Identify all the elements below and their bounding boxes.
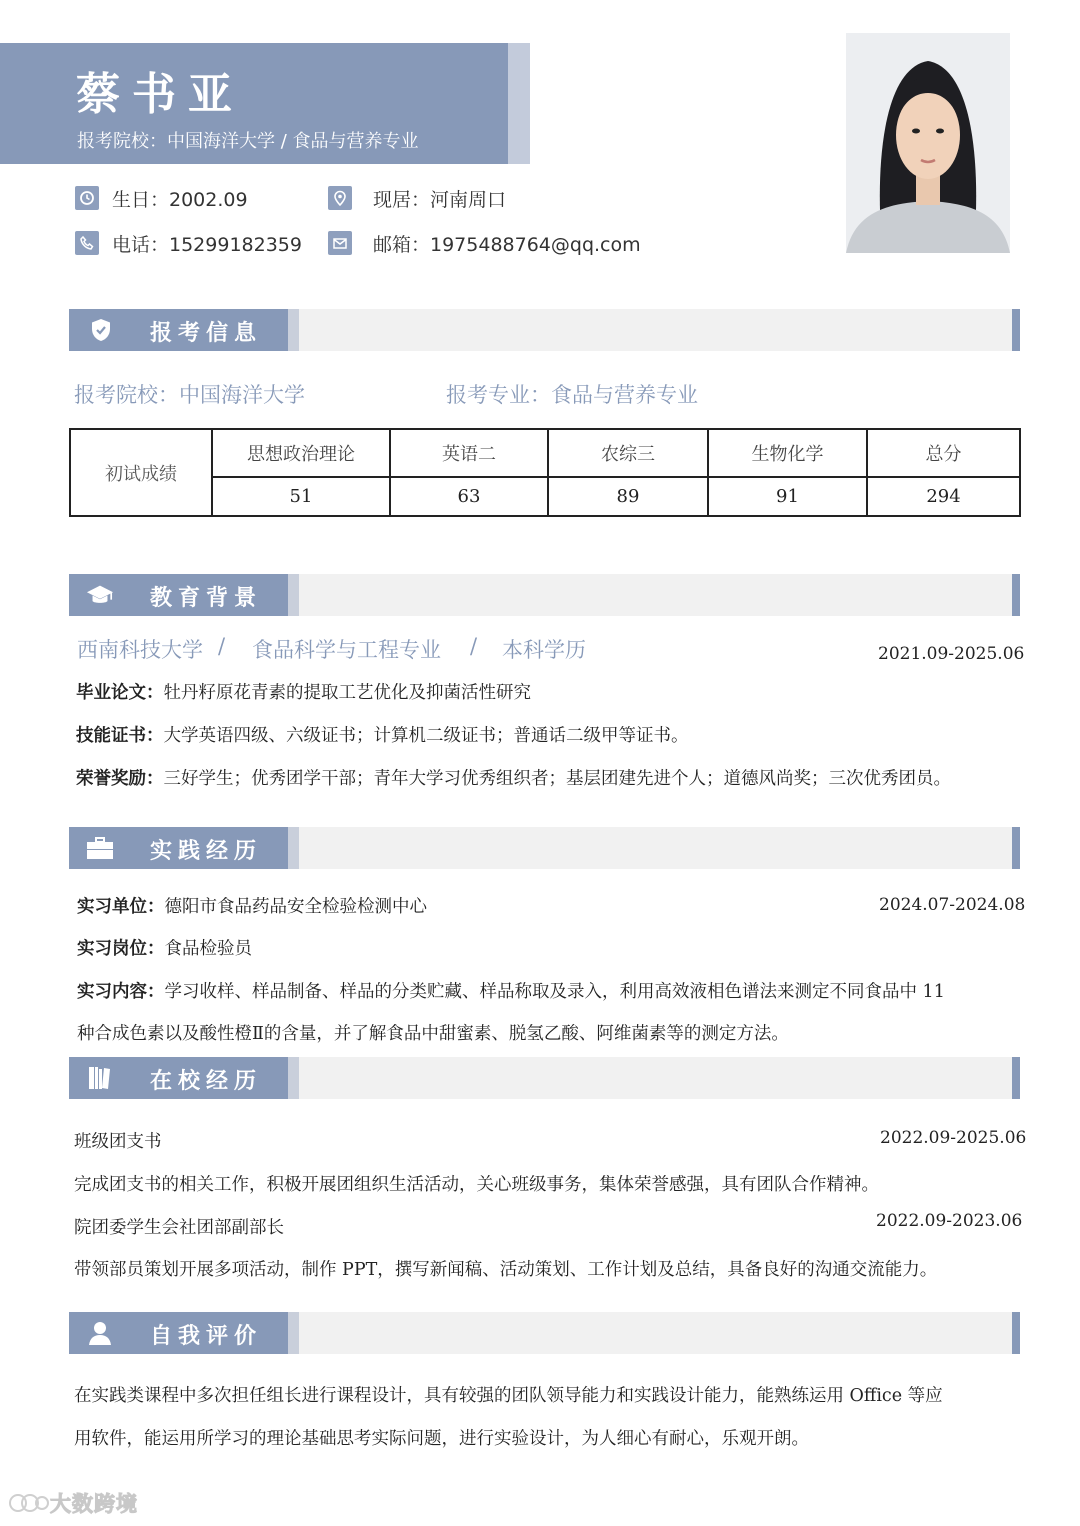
section-title-application: 报考信息 [150,321,263,346]
section-title-education: 教育背景 [150,586,263,611]
edu-degree: 本科学历 [502,638,586,662]
watermark: 大数跨境 [50,1492,138,1516]
practice-content [77,978,945,1003]
campus-date-2: 2022.09-2023.06 [876,1211,1023,1231]
campus-desc-1: 完成团支书的相关工作，积极开展团组织生活活动，关心班级事务，集体荣誉感强，具有团队合作精神。 [74,1175,879,1195]
value: 牡丹籽原花青素的提取工艺优化及抑菌活性研究 [163,683,531,703]
birthday: 生日：2002.09 [112,189,248,211]
label: 实习内容： [77,982,165,1002]
edu-certificates [76,722,689,747]
edu-date: 2021.09-2025.06 [878,644,1025,664]
edu-major: 食品科学与工程专业 [252,638,441,662]
label: 技能证书： [76,726,164,746]
label: 毕业论文： [76,683,164,703]
envelope-icon [328,231,352,255]
shield-icon [87,316,115,344]
campus-date-1: 2022.09-2025.06 [880,1128,1027,1148]
practice-content-cont: 种合成色素以及酸性橙Ⅱ的含量，并了解食品中甜蜜素、脱氢乙酸、阿维菌素等的测定方法。 [77,1024,789,1044]
table-header-cell: 总分 [867,429,1020,477]
residence: 现居：河南周口 [373,189,507,211]
label: 实习单位： [77,897,165,917]
practice-post [77,935,252,960]
section-right-marker [1012,1312,1020,1354]
section-title-practice: 实践经历 [150,839,263,864]
section-edge [288,574,299,616]
edu-school: 西南科技大学 [77,638,203,662]
table-row [70,477,1020,516]
section-right-marker [1012,574,1020,616]
practice-unit [77,893,427,918]
score-table [69,428,1021,517]
label: 实习岗位： [77,939,165,959]
section-edge [288,1057,299,1099]
edu-thesis [76,679,531,704]
header-banner-edge [508,43,530,164]
clock-icon [75,186,99,210]
phone: 电话：15299182359 [112,234,302,256]
section-edge [288,1312,299,1354]
self-eval-line-1: 在实践类课程中多次担任组长进行课程设计，具有较强的团队领导能力和实践设计能力，能熟练运用 Office 等应 [74,1386,943,1406]
section-right-marker [1012,1057,1020,1099]
value: 德阳市食品药品安全检验检测中心 [164,897,427,917]
table-cell: 63 [390,477,548,516]
value: 三好学生；优秀团学干部；青年大学习优秀组织者；基层团建先进个人；道德风尚奖；三次优秀团员。 [163,769,951,789]
value: 学习收样、样品制备、样品的分类贮藏、样品称取及录入，利用高效液相色谱法来测定不同食品中 11 [164,982,945,1002]
table-row [70,429,1020,477]
self-eval-line-2: 用软件，能运用所学习的理论基础思考实际问题，进行实验设计，为人细心有耐心，乐观开朗。 [74,1429,809,1449]
books-icon [86,1064,114,1092]
header-subtitle: 报考院校：中国海洋大学 / 食品与营养专业 [77,131,419,152]
campus-role-2: 院团委学生会社团部副部长 [74,1218,284,1238]
profile-photo [846,33,1010,253]
table-row-label: 初试成绩 [70,429,212,516]
section-edge [288,827,299,869]
applied-major: 报考专业：食品与营养专业 [446,383,698,407]
table-header-cell: 英语二 [390,429,548,477]
separator: / [218,634,226,658]
edu-honors [76,765,951,790]
table-cell: 51 [212,477,390,516]
practice-date: 2024.07-2024.08 [879,895,1026,915]
briefcase-icon [86,834,114,862]
separator: / [470,634,478,658]
value: 大学英语四级、六级证书；计算机二级证书；普通话二级甲等证书。 [163,726,689,746]
table-header-cell: 生物化学 [708,429,867,477]
table-cell: 294 [867,477,1020,516]
table-header-cell: 农综三 [548,429,708,477]
section-right-marker [1012,827,1020,869]
watermark-logo-icon [8,1491,50,1519]
phone-icon [75,231,99,255]
section-edge [288,309,299,351]
section-title-self: 自我评价 [150,1324,263,1349]
user-icon [86,1319,114,1347]
campus-role-1: 班级团支书 [74,1132,162,1152]
email: 邮箱：1975488764@qq.com [373,234,641,256]
label: 荣誉奖励： [76,769,164,789]
table-cell: 91 [708,477,867,516]
applied-school: 报考院校：中国海洋大学 [74,383,305,407]
candidate-name: 蔡书亚 [76,69,244,120]
section-title-campus: 在校经历 [150,1069,263,1094]
table-cell: 89 [548,477,708,516]
table-header-cell: 思想政治理论 [212,429,390,477]
value: 食品检验员 [164,939,252,959]
location-pin-icon [328,186,352,210]
campus-desc-2: 带领部员策划开展多项活动，制作 PPT，撰写新闻稿、活动策划、工作计划及总结，具备良好的沟通交流能力。 [74,1260,938,1280]
graduation-cap-icon [86,581,114,609]
section-right-marker [1012,309,1020,351]
